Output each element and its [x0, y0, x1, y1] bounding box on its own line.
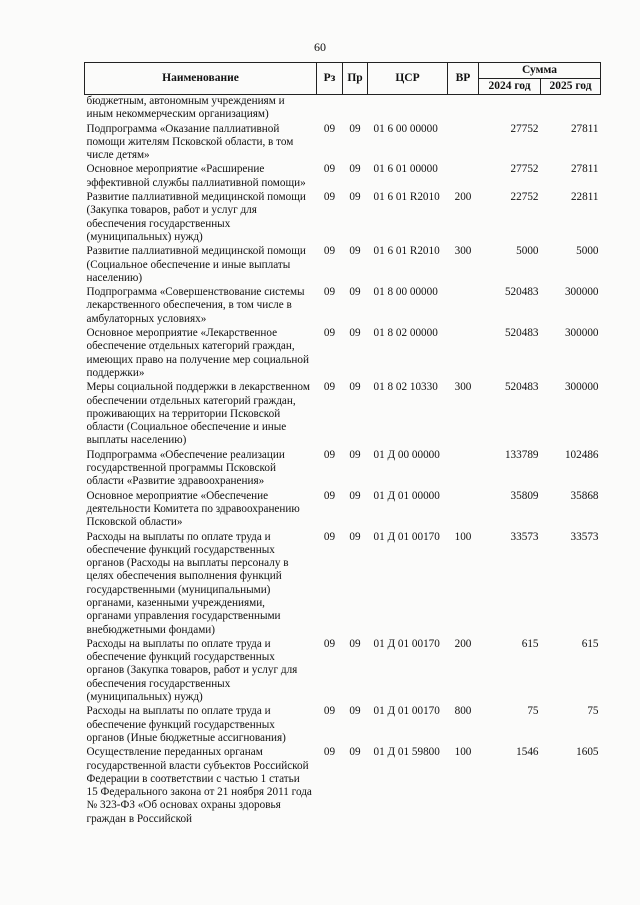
row-vr: 300 — [454, 381, 472, 394]
header-sum: Сумма — [479, 63, 601, 79]
row-amount-2025: 102486 — [564, 448, 599, 461]
row-rz: 09 — [323, 705, 336, 718]
row-amount-2025: 5000 — [576, 245, 599, 258]
table-row — [85, 123, 601, 164]
row-csr: 01 6 01 R2010 — [373, 191, 440, 204]
row-name: Основное мероприятие «Расширение эффективной службы паллиативной помощи» — [86, 163, 306, 189]
row-name: Подпрограмма «Совершенствование системы лекарственного обеспечения, в том числе в амбулаторных условиях» — [86, 286, 305, 325]
row-amount-2024: 520483 — [504, 327, 539, 340]
row-pr: 09 — [349, 381, 361, 394]
row-vr — [448, 286, 479, 327]
row-csr: 01 Д 01 59800 — [373, 746, 440, 759]
row-pr: 09 — [349, 448, 361, 461]
header-pr: Пр — [343, 63, 368, 95]
row-rz: 09 — [323, 327, 336, 340]
row-rz — [317, 95, 343, 123]
row-vr — [448, 163, 479, 191]
table-header — [85, 63, 601, 95]
row-amount-2024: 1546 — [516, 746, 539, 759]
row-name: Основное мероприятие «Обеспечение деятельности Комитета по здравоохранению Псковской области» — [86, 489, 300, 529]
row-pr: 09 — [349, 746, 361, 759]
row-amount-2025: 1605 — [576, 746, 599, 759]
row-pr: 09 — [349, 637, 361, 650]
header-csr: ЦСР — [368, 63, 448, 95]
row-pr: 09 — [349, 327, 361, 340]
row-csr: 01 8 02 00000 — [373, 327, 438, 340]
row-csr: 01 Д 01 00170 — [373, 705, 440, 718]
table-row — [85, 705, 601, 746]
row-vr: 100 — [454, 746, 472, 759]
page-number: 60 — [314, 40, 326, 54]
row-name: Основное мероприятие «Лекарственное обеспечение отдельных категорий граждан, имеющих право на получение мер социальной поддержки» — [86, 327, 309, 379]
header-name: Наименование — [85, 63, 317, 95]
row-amount-2025: 33573 — [570, 530, 599, 543]
row-amount-2025: 75 — [587, 705, 599, 718]
row-vr — [448, 123, 479, 164]
row-vr: 100 — [454, 530, 472, 543]
row-rz: 09 — [323, 448, 336, 461]
row-name: Развитие паллиативной медицинской помощи (Закупка товаров, работ и услуг для обеспечения государственных (муниципальных) нужд) — [86, 191, 306, 243]
row-pr: 09 — [349, 286, 361, 299]
header-year-2025: 2025 год — [541, 79, 601, 95]
table-row — [85, 638, 601, 705]
row-rz: 09 — [323, 489, 336, 502]
table-body — [85, 95, 601, 828]
row-rz: 09 — [323, 381, 336, 394]
row-rz: 09 — [323, 245, 336, 258]
row-amount-2024: 5000 — [516, 245, 539, 258]
table-row — [85, 327, 601, 381]
row-amount-2024 — [479, 95, 541, 123]
row-vr: 200 — [454, 191, 472, 204]
row-rz: 09 — [323, 530, 336, 543]
table-row — [85, 531, 601, 638]
row-csr — [368, 95, 448, 123]
row-amount-2025: 27811 — [570, 122, 599, 135]
row-pr: 09 — [349, 705, 361, 718]
row-amount-2025: 300000 — [564, 286, 599, 299]
row-name: Расходы на выплаты по оплате труда и обеспечение функций государственных органов (Иные бюджетные ассигнования) — [86, 705, 286, 744]
row-rz: 09 — [323, 286, 336, 299]
row-amount-2024: 33573 — [510, 530, 539, 543]
row-amount-2025: 300000 — [564, 327, 599, 340]
row-name: Подпрограмма «Обеспечение реализации государственной программы Псковской области «Развитие здравоохранения» — [86, 448, 285, 488]
row-csr: 01 6 01 R2010 — [373, 245, 440, 258]
table-row — [85, 746, 601, 827]
row-csr: 01 6 00 00000 — [373, 122, 438, 135]
row-name: Подпрограмма «Оказание паллиативной помощи жителям Псковской области, в том числе детям» — [86, 122, 294, 162]
row-amount-2024: 615 — [521, 637, 539, 650]
row-amount-2024: 520483 — [504, 381, 539, 394]
header-rz: Рз — [317, 63, 343, 95]
row-rz: 09 — [323, 746, 336, 759]
row-vr: 800 — [454, 705, 472, 718]
row-csr: 01 Д 01 00170 — [373, 530, 440, 543]
row-amount-2025: 300000 — [564, 381, 599, 394]
budget-table — [84, 62, 601, 827]
row-csr: 01 8 02 10330 — [373, 381, 438, 394]
header-vr: ВР — [448, 63, 479, 95]
row-vr: 200 — [454, 637, 472, 650]
row-rz: 09 — [323, 122, 336, 135]
row-amount-2025: 35868 — [570, 489, 599, 502]
table-row — [85, 490, 601, 531]
row-amount-2024: 520483 — [504, 286, 539, 299]
row-vr: 300 — [454, 245, 472, 258]
row-pr: 09 — [349, 530, 361, 543]
row-csr: 01 Д 01 00000 — [373, 489, 440, 502]
row-name: бюджетным, автономным учреждениям и иным некоммерческим организациям) — [86, 95, 285, 121]
table-row — [85, 191, 601, 245]
row-amount-2024: 133789 — [504, 448, 539, 461]
table-row — [85, 163, 601, 191]
row-name: Расходы на выплаты по оплате труда и обеспечение функций государственных органов (Закупка товаров, работ и услуг для обеспечения государственных (муниципальных) нужд) — [86, 637, 298, 704]
row-vr — [448, 95, 479, 123]
row-amount-2024: 22752 — [510, 191, 539, 204]
row-csr: 01 8 00 00000 — [373, 286, 438, 299]
row-amount-2024: 27752 — [510, 163, 539, 176]
row-pr: 09 — [349, 191, 361, 204]
row-pr: 09 — [349, 245, 361, 258]
table-row — [85, 286, 601, 327]
row-csr: 01 6 01 00000 — [373, 163, 438, 176]
row-amount-2025: 27811 — [570, 163, 599, 176]
row-csr: 01 Д 01 00170 — [373, 637, 440, 650]
row-rz: 09 — [323, 637, 336, 650]
row-name: Развитие паллиативной медицинской помощи (Социальное обеспечение и иные выплаты населению) — [86, 245, 306, 284]
row-pr — [343, 95, 368, 123]
row-rz: 09 — [323, 191, 336, 204]
row-amount-2024: 27752 — [510, 122, 539, 135]
row-name: Расходы на выплаты по оплате труда и обеспечение функций государственных органов (Расходы на выплаты персоналу в целях обеспечения выполнения функций государственными (муниципальными) органами, казенными учреждениями, органами управления государственными внебюджетными фондами) — [86, 530, 289, 636]
row-amount-2025 — [541, 95, 601, 123]
row-vr — [448, 490, 479, 531]
table-row — [85, 449, 601, 490]
row-name: Меры социальной поддержки в лекарственном обеспечении отдельных категорий граждан, проживающих на территории Псковской области (Социальное обеспечение и иные выплаты населению) — [86, 381, 310, 447]
row-rz: 09 — [323, 163, 336, 176]
header-year-2024: 2024 год — [479, 79, 541, 95]
table-row — [85, 245, 601, 286]
row-amount-2025: 22811 — [570, 191, 599, 204]
row-name: Осуществление переданных органам государственной власти субъектов Российской Федерации в соответствии с частью 1 статьи 15 Федерального закона от 21 ноября 2011 года № 323-ФЗ «Об основах охраны здоровья граждан в Российской — [86, 746, 312, 825]
row-amount-2024: 35809 — [510, 489, 539, 502]
row-pr: 09 — [349, 163, 361, 176]
row-pr: 09 — [349, 122, 361, 135]
row-amount-2025: 615 — [581, 637, 599, 650]
row-vr — [448, 449, 479, 490]
row-pr: 09 — [349, 489, 361, 502]
row-amount-2024: 75 — [527, 705, 539, 718]
table-row — [85, 381, 601, 448]
row-csr: 01 Д 00 00000 — [373, 448, 440, 461]
table-row — [85, 95, 601, 123]
row-vr — [448, 327, 479, 381]
